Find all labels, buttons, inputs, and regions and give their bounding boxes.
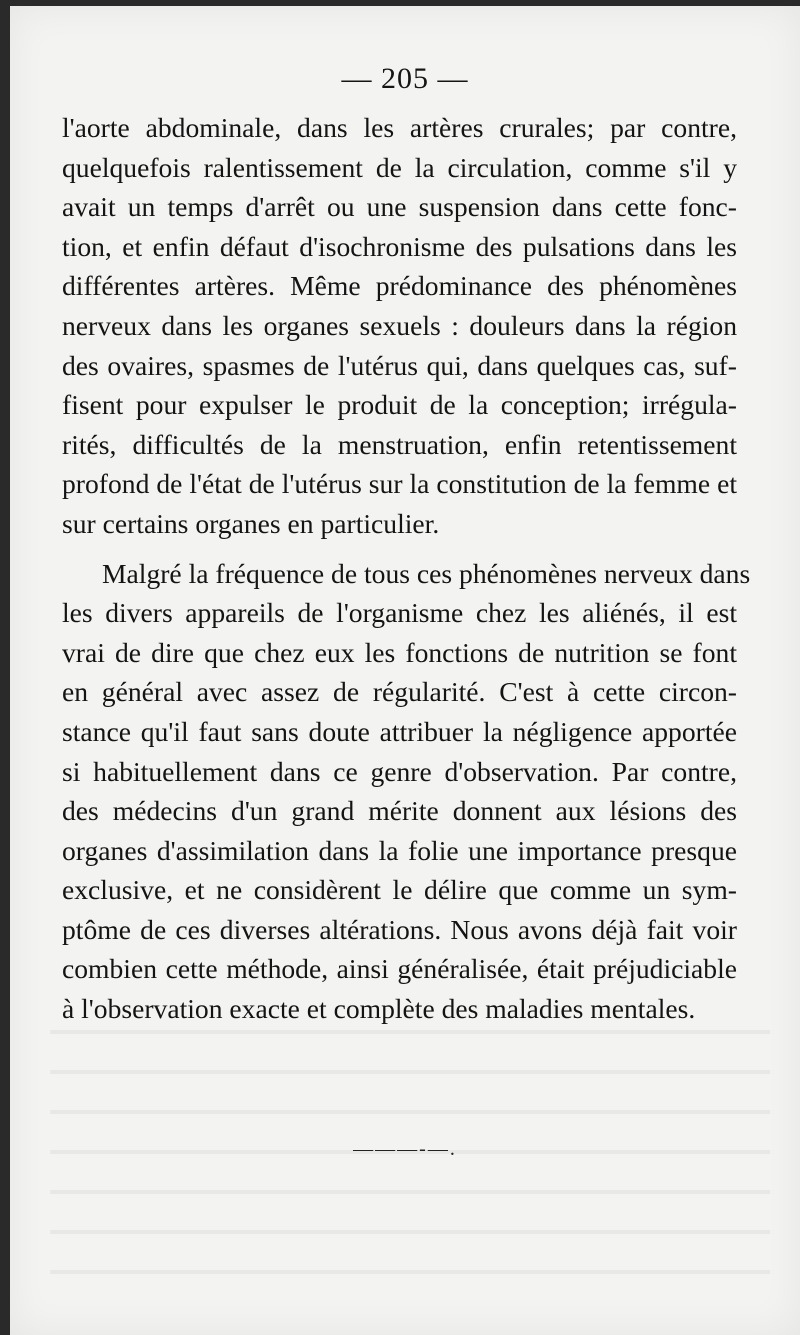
- text-line: nerveux dans les organes sexuels : douleurs dans la région: [62, 309, 737, 341]
- book-page: [10, 6, 800, 1335]
- text-line: des ovaires, spasmes de l'utérus qui, dans quelques cas, suf-: [62, 349, 737, 381]
- text-line: profond de l'état de l'utérus sur la constitution de la femme et: [62, 468, 737, 500]
- text-line: organes d'assimilation dans la folie une importance presque: [62, 834, 737, 866]
- text-line: rités, difficultés de la menstruation, enfin retentissement: [62, 428, 737, 460]
- paragraph-2: [62, 554, 751, 1029]
- paragraph-1: [62, 108, 737, 544]
- text-line: combien cette méthode, ainsi généralisée, était préjudiciable: [62, 953, 737, 985]
- text-line: différentes artères. Même prédominance des phénomènes: [62, 270, 737, 302]
- text-line: Malgré la fréquence de tous ces phénomènes nerveux dans: [102, 557, 751, 589]
- text-line: avait un temps d'arrêt ou une suspension dans cette fonc-: [62, 191, 737, 223]
- text-line: à l'observation exacte et complète des maladies mentales.: [62, 993, 696, 1025]
- body-text: [62, 108, 751, 1029]
- text-line: tion, et enfin défaut d'isochronisme des pulsations dans les: [62, 230, 737, 262]
- text-line: si habituellement dans ce genre d'observation. Par contre,: [62, 755, 737, 787]
- text-line: vrai de dire que chez eux les fonctions de nutrition se font: [62, 636, 737, 668]
- text-line: exclusive, et ne considèrent le délire que comme un sym-: [62, 874, 737, 906]
- page-number-header: — 205 —: [341, 62, 469, 95]
- text-line: quelquefois ralentissement de la circulation, comme s'il y: [62, 151, 737, 183]
- text-line: fisent pour expulser le produit de la conception; irrégula-: [62, 389, 737, 421]
- text-line: des médecins d'un grand mérite donnent aux lésions des: [62, 795, 737, 827]
- text-line: ptôme de ces diverses altérations. Nous avons déjà fait voir: [62, 913, 737, 945]
- text-line: les divers appareils de l'organisme chez les aliénés, il est: [62, 597, 737, 629]
- text-line: en général avec assez de régularité. C'est à cette circon-: [62, 676, 737, 708]
- text-line: stance qu'il faut sans doute attribuer la négligence apportée: [62, 715, 737, 747]
- text-line: sur certains organes en particulier.: [62, 507, 440, 539]
- tailpiece-ornament: ———-—.: [353, 1138, 457, 1160]
- text-line: l'aorte abdominale, dans les artères crurales; par contre,: [62, 112, 737, 143]
